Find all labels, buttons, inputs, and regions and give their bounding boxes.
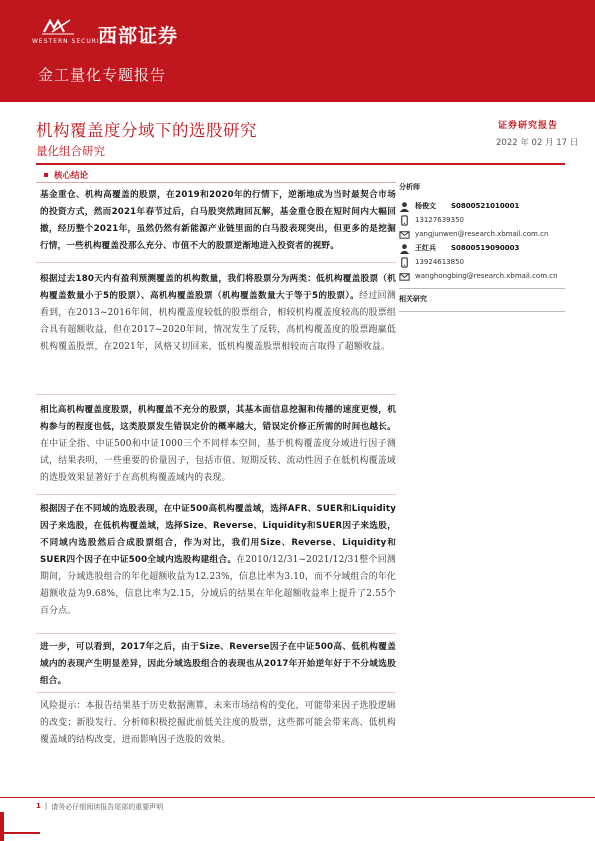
analyst-cert: S0800519090003 [451,244,520,252]
disclaimer-note: 请务必仔细阅读报告尾部的重要声明 [51,803,164,811]
phone-row [399,255,565,269]
footer-separator: | [44,802,48,810]
paragraph-divider [36,262,396,263]
analyst-email[interactable]: yangjunwen@research.xbmail.com.cn [415,230,549,238]
risk-warning [40,698,396,749]
corner-decoration [0,812,4,841]
analyst-row [399,199,565,213]
paragraph-1-bold: 基金重仓、机构高覆盖的股票，在2019和2020年的行情下，逆渐地成为当时最契合市场的投资方式，然而2021年春节过后，白马股突然跑回瓦解，基金重仓股在短时间内大幅回撤，经历整个2021年，虽然仍然有新能源产业链里面的白马股表现突出，但更多的是挖掘行情，一些机构覆盖没那么充分、市值不大的股票逆渐地进入投资者的视野。 [40,190,396,251]
section-heading-text: 核心结论 [54,171,89,181]
section-divider [36,182,396,183]
phone-icon [399,215,410,226]
paragraph-5-bold: 进一步，可以看到，2017年之后，由于Size、Reverse因子在中证500高、低机构覆盖域内的表现产生明显差异，因此分域选股组合的表现也从2017年开始逆年好于不分域选股组合。 [40,642,396,686]
paragraph-2-bold: 根据过去180天内有盈利预测覆盖的机构数量，我们将股票分为两类：低机构覆盖股票（机构覆盖数量小于5的股票）、高机构覆盖股票（机构覆盖数量大于等于5的股票）。 [40,274,396,301]
sidebar-divider [399,311,565,312]
person-icon [399,201,410,212]
footer [36,802,163,812]
email-row[interactable] [399,227,565,241]
analyst-cert: S0800521010001 [451,202,520,210]
paragraph-divider [36,633,396,634]
analyst-name: 王红兵 [415,244,436,252]
report-date: 2022 年 02 月 17 日 [496,138,579,148]
footer-divider [0,797,595,798]
paragraph-3-bold: 相比高机构覆盖度股票，机构覆盖不充分的股票，其基本面信息挖掘和传播的速度更慢，机构参与的程度也低，这类股票发生错误定价的概率越大，错误定价修正所需的时间也越长。 [40,405,396,432]
analysts-label: 分析师 [399,183,420,191]
analyst-email[interactable]: wanghongbing@research.xbmail.com.cn [415,272,558,280]
page-number: 1 [36,802,41,810]
paragraph-divider [36,692,396,693]
report-type: 证券研究报告 [498,121,559,131]
paragraph-4-bold: 根据因子在不同域的选股表现，在中证500高机构覆盖域，选择AFR、SUER和Liquidity因子来选股，在低机构覆盖域，选择Size、Reverse、Liquidity和SUER因子来选股，不同域内选股然后合成股票组合，作为对比，我们用Size、Reverse、Liquidity和SUER四个因子在中证500全域内选股构建组合。 [40,504,396,565]
corner-decoration [0,832,40,834]
logo-chinese-text: 西部证券 [98,25,179,47]
paragraph-3 [40,402,396,487]
header-banner [0,0,595,102]
western-securities-logo-icon [40,16,100,38]
phone-icon [399,257,410,268]
risk-warning-text: 风险提示：本报告结果基于历史数据测算，未来市场结构的变化，可能带来因子选股逻辑的改变；新股发行、分析师积极挖掘此前低关注度的股票，这些都可能会带来高、低机构覆盖域的结构改变，进而影响因子选股的效果。 [40,701,396,745]
paragraph-divider [36,394,396,395]
paragraph-1 [40,187,396,255]
paragraph-4 [40,501,396,620]
person-icon [399,243,410,254]
logo-english-text: WESTERN SECURITIES [32,38,117,45]
related-research-label: 相关研究 [399,295,427,303]
analyst-row [399,241,565,255]
report-subtitle: 量化组合研究 [36,144,105,158]
analyst-name: 杨俊文 [415,202,436,210]
paragraph-2 [40,271,396,356]
analyst-phone: 13127639350 [415,216,464,224]
paragraph-2-text: 经过回测看到，在2013~2016年间，机构覆盖度较低的股票组合，相较机构覆盖度较高的股票组合具有超额收益，但在2017~2020年间，情况发生了反转，高机构覆盖度的股票跑赢低机构覆盖股票，在2021年，风格又切回来，低机构覆盖股票相较而言取得了超额收益。 [40,291,396,352]
sidebar-divider [399,288,565,289]
paragraph-4-text: 在2010/12/31~2021/12/31整个回测期间，分域选股组合的年化超额收益为12.23%，信息比率为3.10，而不分域组合的年化超额收益为9.68%，信息比率为2.15，分域后的结果在年化超额收益率上提升了2.55个百分点。 [40,555,396,616]
report-title: 机构覆盖度分域下的选股研究 [36,121,257,140]
email-icon [399,229,410,240]
section-heading [44,169,88,181]
paragraph-divider [36,494,396,495]
paragraph-5 [40,639,396,690]
email-icon [399,271,410,282]
title-divider [36,163,565,165]
email-row[interactable] [399,269,565,283]
paragraph-3-text: 在中证全指、中证500和中证1000三个不同样本空间，基于机构覆盖度分域进行因子测试，结果表明，一些重要的价量因子，包括市值、短期反转、流动性因子在低机构覆盖域的选股效果显著好于在高机构覆盖域内的表现。 [40,439,396,483]
phone-row [399,213,565,227]
report-series: 金工量化专题报告 [38,66,167,84]
analyst-sidebar [399,182,565,317]
bullet-icon [44,173,48,177]
analyst-phone: 13924613850 [415,258,464,266]
